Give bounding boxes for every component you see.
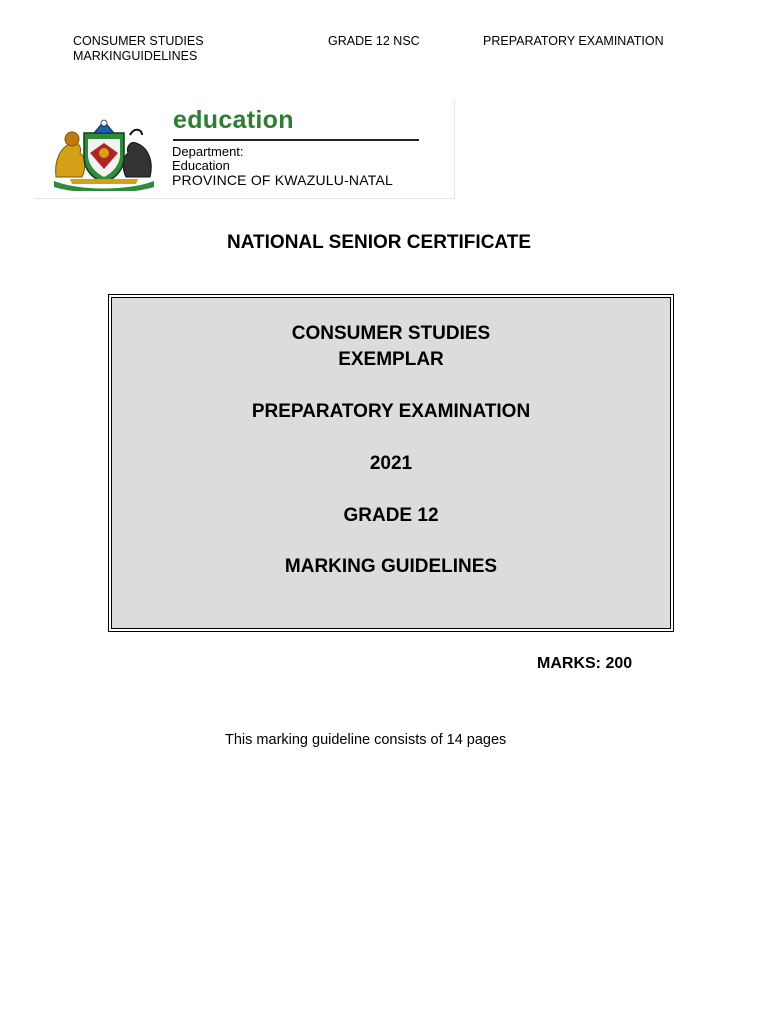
- box-exemplar: EXEMPLAR: [338, 349, 444, 370]
- kzn-coat-of-arms-icon: [50, 117, 158, 191]
- page-count-note: This marking guideline consists of 14 pages: [225, 732, 507, 748]
- header-subject-line1: CONSUMER STUDIES: [73, 34, 204, 48]
- box-exam-type: PREPARATORY EXAMINATION: [251, 401, 531, 422]
- box-document-type: MARKING GUIDELINES: [284, 556, 498, 577]
- header-exam-type: PREPARATORY EXAMINATION: [483, 34, 664, 48]
- logo-department-label: Department:: [172, 144, 244, 159]
- box-subject: CONSUMER STUDIES: [291, 323, 491, 344]
- header-grade: GRADE 12 NSC: [328, 34, 420, 48]
- box-grade: GRADE 12: [343, 505, 439, 526]
- logo-education-word: education: [173, 106, 294, 134]
- logo-department-name: Education: [172, 158, 230, 173]
- header-subject-line2: MARKINGUIDELINES: [73, 49, 198, 63]
- department-logo: [34, 99, 455, 199]
- title-box-inner: [111, 297, 671, 629]
- total-marks: MARKS: 200: [537, 655, 633, 672]
- logo-province: PROVINCE OF KWAZULU-NATAL: [172, 172, 393, 188]
- header-subject: [73, 34, 204, 64]
- logo-divider: [173, 139, 419, 141]
- title-box: [108, 294, 674, 632]
- page-title: NATIONAL SENIOR CERTIFICATE: [227, 232, 531, 253]
- box-year: 2021: [369, 453, 413, 474]
